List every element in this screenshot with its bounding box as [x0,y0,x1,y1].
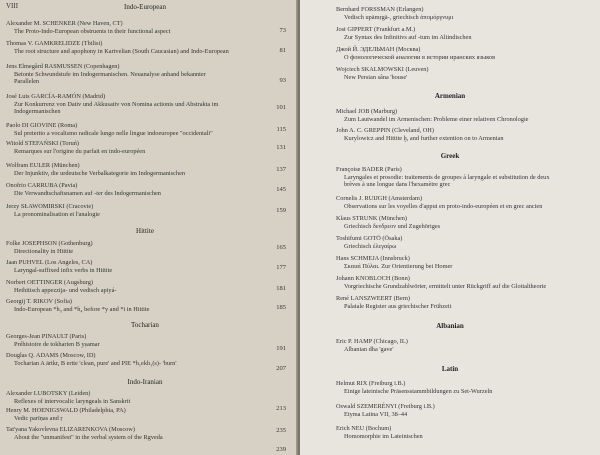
entry-page: 191 [276,345,286,352]
entry-title: Directionality in Hittite [14,247,74,255]
toc-entry [336,403,435,418]
entry-page: 115 [276,126,286,133]
toc-entry [336,380,492,395]
entry-title: Σκαιαὶ Πύλαι. Zur Orientierung bei Homer [344,262,453,270]
toc-entry [6,122,213,137]
entry-page: 93 [279,77,286,84]
entry-title: Albanian dha 'gave' [344,345,394,353]
entry-author: Georges-Jean PINAULT (Paris) [6,333,87,340]
entry-author: Jerzy SŁAWOMIRSKI (Cracovie) [6,203,94,210]
toc-entry [336,195,542,210]
toc-entry [336,255,452,270]
toc-entry [6,259,112,274]
entry-author: Jaan PUHVEL (Los Angeles, CA) [6,259,93,266]
entry-title: Betonte Schwundstufe im Indogermanischen. Neuanalyse anhand bekannter [14,70,206,78]
entry-author: Bernhard FORSSMAN (Erlangen) [336,6,424,13]
page-folio: VIII [6,2,19,10]
entry-title: Sul preterito a vocalismo radicale lungo nelle lingue indoeuropee "occidentali" [14,129,213,137]
entry-page: 165 [276,244,286,251]
entry-title: About the "unmanifest" in the verbal system of the Rgveda [14,433,163,441]
entry-author: Onofrio CARRUBA (Pavia) [6,182,78,189]
entry-page: 181 [276,285,286,292]
entry-title: New Persian sâna 'house' [344,73,408,81]
entry-title: The Proto-Indo-European obstruents in their functional aspect [14,27,171,35]
entry-page: 137 [276,166,286,173]
entry-title-continued: Parallelen [14,78,40,86]
entry-page: 159 [276,207,286,214]
entry-title: Indo-European *h₃ and *h₄ before *y and *i in Hittite [14,305,150,313]
entry-author: Hans SCHMEJA (Innsbruck) [336,255,410,262]
entry-author: Norbert OETTINGER (Augsburg) [6,279,93,286]
entry-title: Griechisch δενδρεον und Zugehöriges [344,222,441,230]
toc-entry [336,26,472,41]
entry-title: Laryngal-suffixed infix verbs in Hittite [14,266,113,274]
entry-author: Henry M. HOENIGSWALD (Philadelphia, PA) [6,407,126,414]
entry-author: Georgij T. RIKOV (Sofia) [6,298,72,305]
entry-title: Zur Konkurrenz von Dativ und Akkusativ von Nomina actionis und Abstrakta im [14,100,219,108]
section-latin: Latin [441,365,459,373]
entry-page: 207 [276,365,286,372]
toc-entry [6,203,100,218]
section-hittite: Hittite [136,227,154,235]
toc-entry [6,63,206,86]
section-indo-european: Indo-European [124,3,166,11]
toc-entry [336,6,453,21]
toc-entry [336,235,402,250]
toc-entry [336,166,549,189]
entry-author: Helmut RIX (Freiburg i.B.) [336,380,406,387]
entry-author: Erich NEU (Bochum) [336,425,392,432]
entry-title: Der Injunktiv, die urdeutsche Verbalkategorie im Indogermanischen [14,169,186,177]
toc-entry [6,352,176,367]
entry-author: Douglas Q. ADAMS (Moscow, ID) [6,352,96,359]
entry-title: Hethitisch appezzija- und vedisch apiyá- [14,286,117,294]
toc-entry [6,162,185,177]
toc-entry [6,20,170,35]
entry-author: Witold STEFAŃSKI (Toruń) [6,140,79,147]
entry-author: Toshifumi GOTŌ (Ōsaka) [336,235,403,242]
toc-entry [6,279,116,294]
entry-title: Palatale Register aus griechischer Frühzeit [344,302,452,310]
right-page [300,0,600,455]
section-albanian: Albanian [436,322,464,330]
entry-page: 185 [276,304,286,311]
entry-author: Wolfram EULER (München) [6,162,80,169]
entry-author: Джой Й. ЭДЕЛЬМАН (Москва) [336,46,421,53]
toc-entry [336,108,528,123]
entry-author: José Luis GARCÍA-RAMÓN (Madrid) [6,93,106,100]
entry-title-continued: brèves à une longue dans l'hexamètre grec [344,181,451,189]
toc-entry [6,426,163,441]
entry-title: Etyma Latina VII, 38–44 [344,410,408,418]
entry-title: Laryngales et prosodie: traitements de groupes à laryngale et substitution de deux [344,173,550,181]
toc-entry [6,93,218,116]
entry-author: Michael JOB (Marburg) [336,108,398,115]
entry-author: Tat'yana Yakovlevna ELIZARENKOVA (Moscow) [6,426,135,433]
entry-author: René LANSZWEERT (Bern) [336,295,411,302]
entry-author: Françoise BADER (Paris) [336,166,402,173]
entry-page: 73 [279,27,286,34]
entry-author: John A. C. GREPPIN (Cleveland, OH) [336,127,434,134]
section-greek: Greek [440,152,460,160]
entry-title: Vorgriechische Grundzahlwörter, ermittelt unter Rückgriff auf die Glottaltheorie [344,282,547,290]
toc-entry [6,390,130,405]
entry-title: Kurylowicz and Hittite ḫ, and further extention on to Armenian [344,134,504,142]
entry-page: 239 [276,446,286,453]
toc-entry [6,140,145,155]
entry-title: Griechisch ἐλεγαίρω [344,242,397,250]
entry-page: 177 [276,264,286,271]
entry-title: Zur Syntax des Infinitivs auf -tum im Altindischen [344,33,472,41]
entry-author: Wojciech SKALMOWSKI (Leuven) [336,66,429,73]
section-indo-iranian: Indo-Iranian [127,378,163,386]
toc-entry [336,425,423,440]
entry-author: Jost GIPPERT (Frankfurt a.M.) [336,26,416,33]
toc-entry [336,275,546,290]
toc-entry [6,182,161,197]
entry-title: The root structure and apophony in Kartvelian (South Caucasian) and Indo-European [14,47,229,55]
left-page [0,0,298,455]
entry-title: О фонологической аналогии в истории иранских языков [344,53,496,61]
section-armenian: Armenian [434,92,466,100]
toc-entry [6,298,149,313]
entry-title: La pronominalisation et l'analogie [14,210,100,218]
entry-title: Préhistoire de tokharien B yṣamar [14,340,100,348]
entry-author: Folke JOSEPHSON (Gothenburg) [6,240,93,247]
entry-page: 101 [276,104,286,111]
toc-entry [6,407,126,422]
entry-title: Zum Lautwandel im Armenischen: Probleme einer relativen Chronologie [344,115,529,123]
toc-entry [6,40,229,55]
entry-author: Oswald SZEMERÉNYI (Freiburg i.B.) [336,403,435,410]
entry-author: Eric P. HAMP (Chicago, IL) [336,338,408,345]
entry-page: 145 [276,186,286,193]
entry-page: 131 [276,144,286,151]
entry-author: Cornelis J. RUIJGH (Amsterdam) [336,195,423,202]
entry-title: Homomorphie im Lateinischen [344,432,423,440]
entry-title: Tocharian A ārtkr, B ertte 'clean, pure' and PIE *h₁ekh₁(s)- 'burn' [14,359,177,367]
entry-author: Paolo DI GIOVINE (Roma) [6,122,78,129]
toc-entry [336,46,495,61]
entry-author: Johann KNOBLOCH (Bonn) [336,275,410,282]
entry-title: Remarques sur l'origine du parfait en indo-européen [14,147,146,155]
toc-entry [336,127,503,142]
entry-title-continued: Indogermanischen [14,108,61,116]
entry-page: 213 [276,405,286,412]
toc-entry [336,295,451,310]
toc-entry [336,338,408,353]
entry-page: 81 [279,47,286,54]
toc-entry [336,215,440,230]
entry-title: Einige lateinische Präsensstammbildungen zu Set-Wurzeln [344,387,493,395]
toc-entry [336,66,429,81]
entry-page: 235 [276,427,286,434]
entry-author: Thomas V. GAMKRELIDZE (Tbilisi) [6,40,103,47]
entry-title: Observations sur les voyelles d'appui en proto-indo-européen et en grec ancien [344,202,543,210]
toc-entry [6,240,93,255]
entry-title: Vedisch upāmṛgā-, griechisch ἀπομόργνυμι [344,13,454,21]
entry-author: Alexander M. SCHENKER (New Haven, CT) [6,20,123,27]
entry-title: Reflexes of intervocalic laryngeals in Sanskrit [14,397,131,405]
toc-entry [6,333,100,348]
entry-title: Die Verwandtschaftsnamen auf -ter des Indogermanischen [14,189,161,197]
entry-author: Alexander LUBOTSKY (Leiden) [6,390,91,397]
section-tocharian: Tocharian [131,321,159,329]
entry-author: Klaus STRUNK (München) [336,215,408,222]
entry-title: Vedic parīṇas and ṛ [14,414,63,422]
entry-author: Jens Elmegård RASMUSSEN (Copenhagen) [6,63,120,70]
